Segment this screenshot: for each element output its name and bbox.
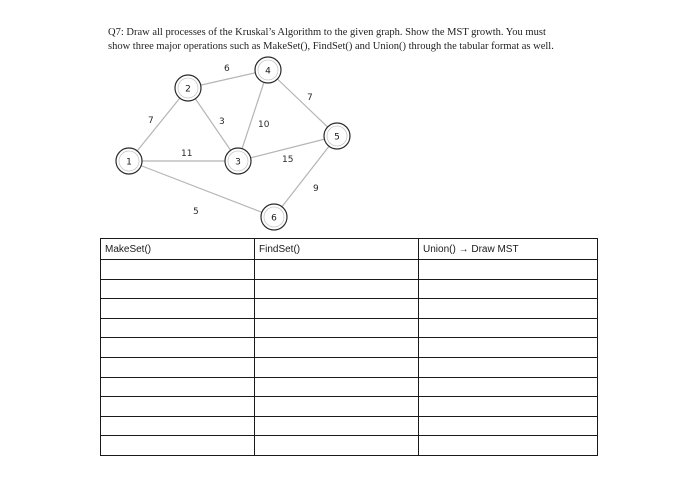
node-label-6: 6 (271, 213, 277, 224)
makeset-cell[interactable] (101, 318, 255, 338)
findset-cell[interactable] (255, 416, 419, 436)
edge-1-2 (129, 88, 188, 161)
header-findset: FindSet() (255, 239, 419, 260)
union-cell[interactable] (419, 416, 598, 436)
union-cell[interactable] (419, 260, 598, 280)
makeset-cell[interactable] (101, 416, 255, 436)
union-cell[interactable] (419, 436, 598, 456)
graph-node-6 (261, 204, 287, 230)
weight-1-6: 5 (193, 207, 199, 217)
makeset-cell[interactable] (101, 260, 255, 280)
kruskal-graph (0, 0, 700, 240)
edge-3-4 (238, 70, 268, 161)
weight-5-6: 9 (313, 184, 319, 194)
question-line-2: show three major operations such as MakeSet(), FindSet() and Union() through the tabular format as well. (108, 41, 554, 52)
findset-cell[interactable] (255, 299, 419, 319)
weight-1-2: 7 (148, 116, 154, 126)
weight-2-3: 3 (219, 117, 225, 127)
edge-1-6 (129, 161, 274, 217)
findset-cell[interactable] (255, 436, 419, 456)
weight-2-4: 6 (224, 64, 230, 74)
table-row (101, 397, 598, 417)
findset-cell[interactable] (255, 377, 419, 397)
weight-3-5: 15 (282, 155, 294, 165)
table-row (101, 299, 598, 319)
table-row (101, 416, 598, 436)
findset-cell[interactable] (255, 318, 419, 338)
union-cell[interactable] (419, 357, 598, 377)
node-label-5: 5 (334, 132, 340, 143)
makeset-cell[interactable] (101, 397, 255, 417)
table-row (101, 318, 598, 338)
table-body (101, 260, 598, 456)
table-row (101, 377, 598, 397)
table-row (101, 279, 598, 299)
graph-node-1 (116, 148, 142, 174)
header-makeset: MakeSet() (101, 239, 255, 260)
weight-1-3: 11 (181, 149, 193, 159)
node-label-2: 2 (185, 84, 191, 95)
findset-cell[interactable] (255, 357, 419, 377)
graph-node-3 (225, 148, 251, 174)
node-label-1: 1 (126, 157, 132, 168)
makeset-cell[interactable] (101, 377, 255, 397)
graph-node-2 (175, 75, 201, 101)
edge-5-6 (274, 136, 337, 217)
makeset-cell[interactable] (101, 338, 255, 358)
union-cell[interactable] (419, 279, 598, 299)
header-union: Union() → Draw MST (419, 239, 598, 260)
findset-cell[interactable] (255, 260, 419, 280)
node-label-3: 3 (235, 157, 241, 168)
table-header-row (101, 239, 598, 260)
findset-cell[interactable] (255, 279, 419, 299)
operations-table (100, 238, 598, 456)
table-row (101, 338, 598, 358)
node-label-4: 4 (265, 66, 271, 77)
union-cell[interactable] (419, 318, 598, 338)
weight-3-4: 10 (258, 120, 270, 130)
findset-cell[interactable] (255, 338, 419, 358)
edge-4-5 (268, 70, 337, 136)
makeset-cell[interactable] (101, 357, 255, 377)
union-cell[interactable] (419, 299, 598, 319)
table-row (101, 260, 598, 280)
weight-4-5: 7 (307, 93, 313, 103)
question-line-1: Q7: Draw all processes of the Kruskal’s Algorithm to the given graph. Show the MST growth. You must (108, 27, 546, 38)
union-cell[interactable] (419, 397, 598, 417)
makeset-cell[interactable] (101, 436, 255, 456)
union-cell[interactable] (419, 338, 598, 358)
findset-cell[interactable] (255, 397, 419, 417)
table-row (101, 357, 598, 377)
union-cell[interactable] (419, 377, 598, 397)
graph-node-5 (324, 123, 350, 149)
makeset-cell[interactable] (101, 279, 255, 299)
table-row (101, 436, 598, 456)
graph-node-4 (255, 57, 281, 83)
makeset-cell[interactable] (101, 299, 255, 319)
